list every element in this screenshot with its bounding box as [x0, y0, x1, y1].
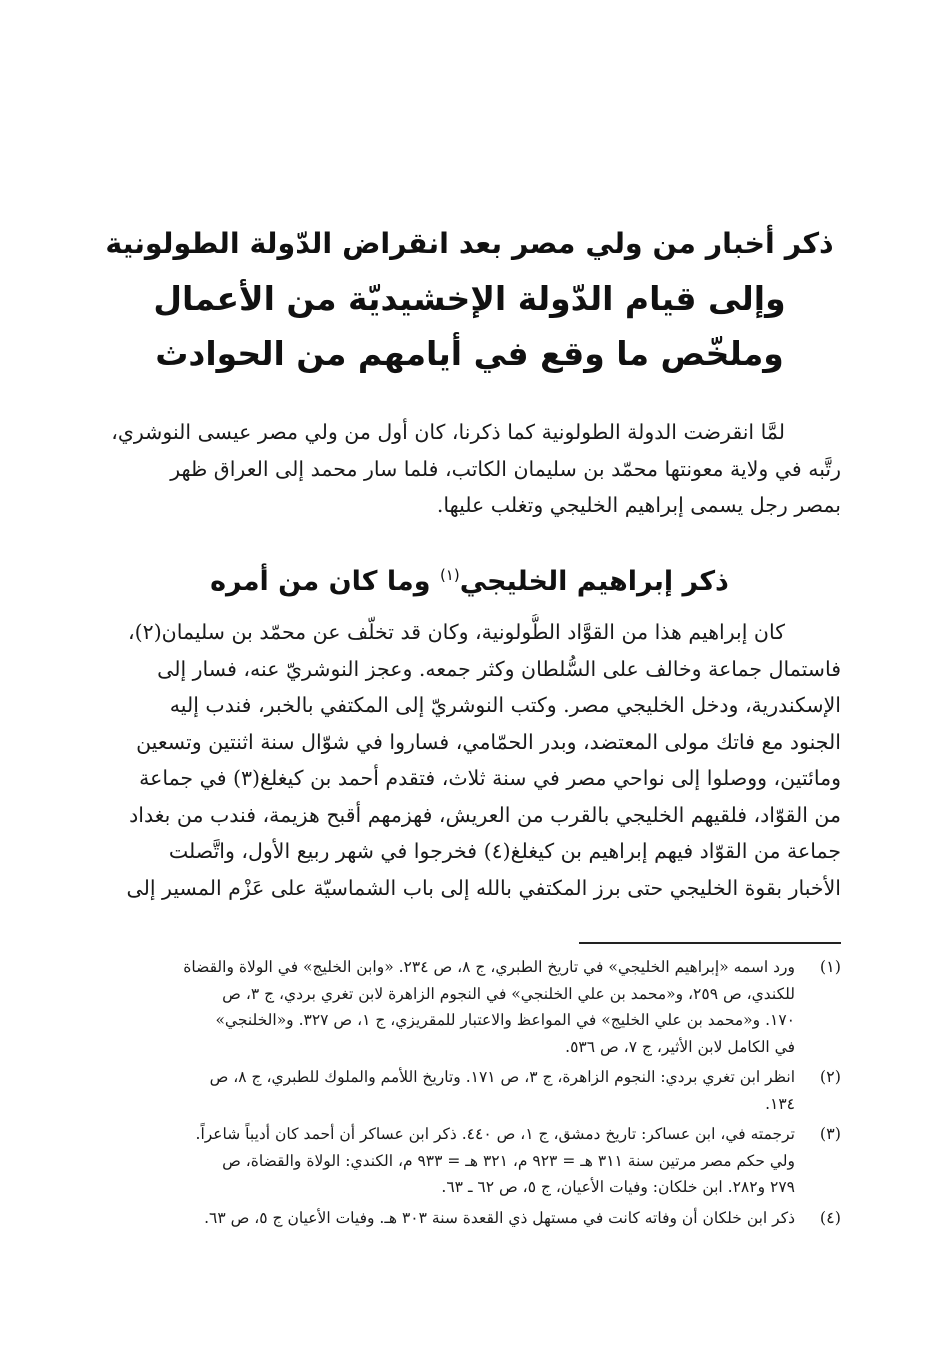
chapter-title-line-3: وملخّص ما وقع في أيامهم من الحوادث — [155, 334, 784, 373]
footnote-text — [100, 954, 795, 1060]
section-heading-text: ذكر إبراهيم الخليجي — [459, 566, 729, 597]
footnote-3 — [100, 1121, 841, 1201]
body-line-5: ومائتين، ووصلوا إلى نواحي مصر في سنة ثلاث، فتقدم أحمد بن كيغلغ(٣) في جماعة — [139, 766, 841, 790]
body-line-4: الجنود مع فاتك مولى المعتضد، وبدر الحمّامي، فساروا في شوّال سنة اثنتين وتسعين — [136, 729, 841, 754]
footnote-number: (١) — [819, 957, 841, 976]
body-line-2: فاستمال جماعة وخالف على السُّلطان وكثر جمعه. وعجز النوشريّ عنه، فسار إلى — [157, 656, 841, 681]
footnote-line: ١٧٠. و«محمد بن علي الخليج» في المواعظ والاعتبار للمقريزي، ج ١، ص ٣٢٧. و«الخلنجي» — [215, 1011, 795, 1029]
footnote-2 — [100, 1064, 841, 1117]
footnote-line: في الكامل لابن الأثير، ج ٧، ص ٥٣٦. — [565, 1037, 795, 1056]
body-line-7: جماعة من القوّاد فيهم إبراهيم بن كيغلغ(٤) فخرجوا في شهر ربيع الأول، واتَّصلت — [168, 839, 841, 863]
intro-paragraph — [100, 414, 841, 524]
footnote-number: (٤) — [819, 1207, 841, 1227]
body-line-1: كان إبراهيم هذا من القوَّاد الطُّولونية، وكان قد تخلّف عن محمّد بن سليمان(٢)، — [128, 620, 785, 644]
chapter-title-line-2: وإلى قيام الدّولة الإخشيديّة من الأعمال — [153, 279, 786, 318]
footnote-line: ورد اسمه «إبراهيم الخليجي» في تاريخ الطبري، ج ٨، ص ٢٣٤. «وابن الخليج» في الولاة والقضاة — [183, 958, 795, 976]
intro-line-3: بمصر رجل يسمى إبراهيم الخليجي وتغلب عليها. — [436, 493, 841, 517]
footnote-4 — [100, 1205, 841, 1232]
footnote-marker-1: (١) — [439, 566, 460, 584]
chapter-title-line-1: ذكر أخبار من ولي مصر بعد انقراض الدّولة الطولونية — [105, 227, 834, 260]
footnotes — [100, 954, 841, 1235]
footnote-line: ٢٧٩ و٢٨٢. ابن خلكان: وفيات الأعيان، ج ٥، ص ٦٢ ـ ٦٣. — [441, 1178, 795, 1196]
intro-line-1: لمَّا انقرضت الدولة الطولونية كما ذكرنا، كان أول من ولي مصر عيسى النوشري، — [111, 420, 785, 444]
footnote-line: للكندي، ص ٢٥٩، و«محمد بن علي الخلنجي» في النجوم الزاهرة لابن تغري بردي، ج ٣، ص — [222, 984, 795, 1003]
footnote-divider — [579, 942, 841, 944]
section-body-paragraph — [100, 614, 841, 906]
footnote-text — [100, 1064, 795, 1117]
footnote-line: ولي حكم مصر مرتين سنة ٣١١ هـ = ٩٢٣ م، ٣٢١ هـ = ٩٣٣ م، الكندي: الولاة والقضاة، ص — [222, 1151, 795, 1170]
body-line-3: الإسكندرية، ودخل الخليجي مصر. وكتب النوشريّ إلى المكتفي بالخبر، فندب إليه — [169, 693, 841, 717]
footnote-line: انظر ابن تغري بردي: النجوم الزاهرة، ج ٣، ص ١٧١. وتاريخ اللأمم والملوك للطبري، ج ٨، ص — [209, 1068, 795, 1086]
footnote-text — [100, 1205, 795, 1232]
footnote-number: (٢) — [819, 1067, 841, 1086]
chapter-title — [100, 216, 839, 381]
intro-line-2: رتَّبه في ولاية معونتها محمّد بن سليمان الكاتب، فلما سار محمد إلى العراق ظهر — [170, 456, 841, 481]
footnote-line: ذكر ابن خلكان أن وفاته كانت في مستهل ذي القعدة سنة ٣٠٣ هـ. وفيات الأعيان ج ٥، ص ٦٣. — [204, 1208, 795, 1227]
section-heading — [100, 548, 839, 609]
section-heading-rest: وما كان من أمره — [210, 566, 431, 597]
footnote-line: ترجمته في، ابن عساكر: تاريخ دمشق، ج ١، ص ٤٤٠. ذكر ابن عساكر أن أحمد كان أديباً شاعراً. — [195, 1125, 795, 1143]
footnote-1 — [100, 954, 841, 1060]
body-line-8: الأخبار بقوة الخليجي حتى برز المكتفي بالله إلى باب الشماسيّة على عَزْم المسير إلى — [126, 875, 841, 900]
footnote-line: ١٣٤. — [765, 1094, 795, 1113]
footnote-text — [100, 1121, 795, 1201]
footnote-number: (٣) — [819, 1124, 841, 1143]
body-line-6: من القوّاد، فلقيهم الخليجي بالقرب من العريش، فهزمهم أقبح هزيمة، فندب من بغداد — [129, 802, 841, 827]
